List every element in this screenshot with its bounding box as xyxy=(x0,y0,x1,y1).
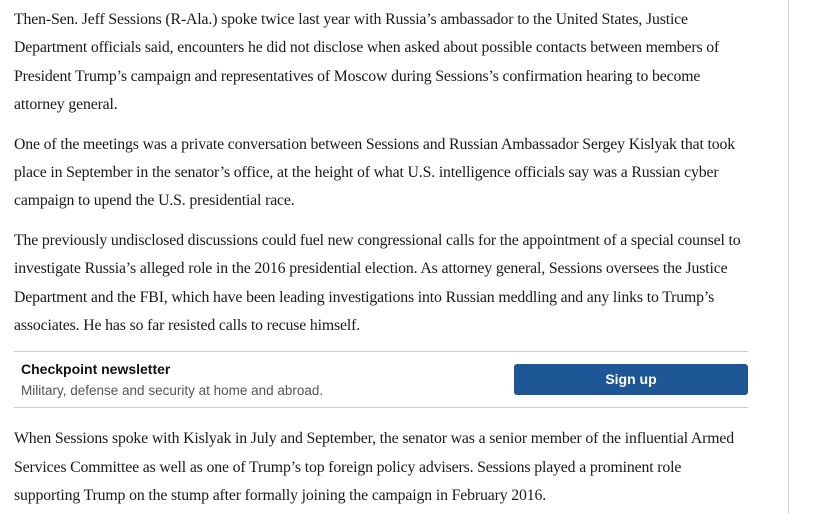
column-divider xyxy=(788,0,789,514)
article-paragraph: Then-Sen. Jeff Sessions (R-Ala.) spoke twice last year with Russia’s ambassador to the United States, Justice Department officials said, encounters he did not disclose when asked about possible contacts between members of President Trump’s campaign and representatives of Moscow during Sessions’s confirmation hearing to become attorney general. xyxy=(14,11,720,114)
article-body xyxy=(14,0,748,514)
newsletter-title: Checkpoint newsletter xyxy=(21,361,171,378)
article-paragraph: When Sessions spoke with Kislyak in July and September, the senator was a senior member of the influential Armed Services Committee as well as one of Trump’s top foreign policy advisers. Sessions played a prominent role supporting Trump on the stump after formally joining the campaign in February 2016. xyxy=(14,430,735,505)
newsletter-signup-module xyxy=(14,351,748,408)
newsletter-description: Military, defense and security at home and abroad. xyxy=(21,383,324,399)
newsletter-signup-button[interactable]: Sign up xyxy=(514,364,748,395)
article-paragraph: The previously undisclosed discussions could fuel new congressional calls for the appointment of a special counsel to investigate Russia’s alleged role in the 2016 presidential election. As attorney general, Sessions oversees the Justice Department and the FBI, which have been leading investigations into Russian meddling and any links to Trump’s associates. He has so far resisted calls to recuse himself. xyxy=(14,231,741,335)
article-paragraph: One of the meetings was a private conversation between Sessions and Russian Ambassador Sergey Kislyak that took place in September in the senator’s office, at the height of what U.S. intelligence officials say was a Russian cyber campaign to upend the U.S. presidential race. xyxy=(14,135,735,210)
